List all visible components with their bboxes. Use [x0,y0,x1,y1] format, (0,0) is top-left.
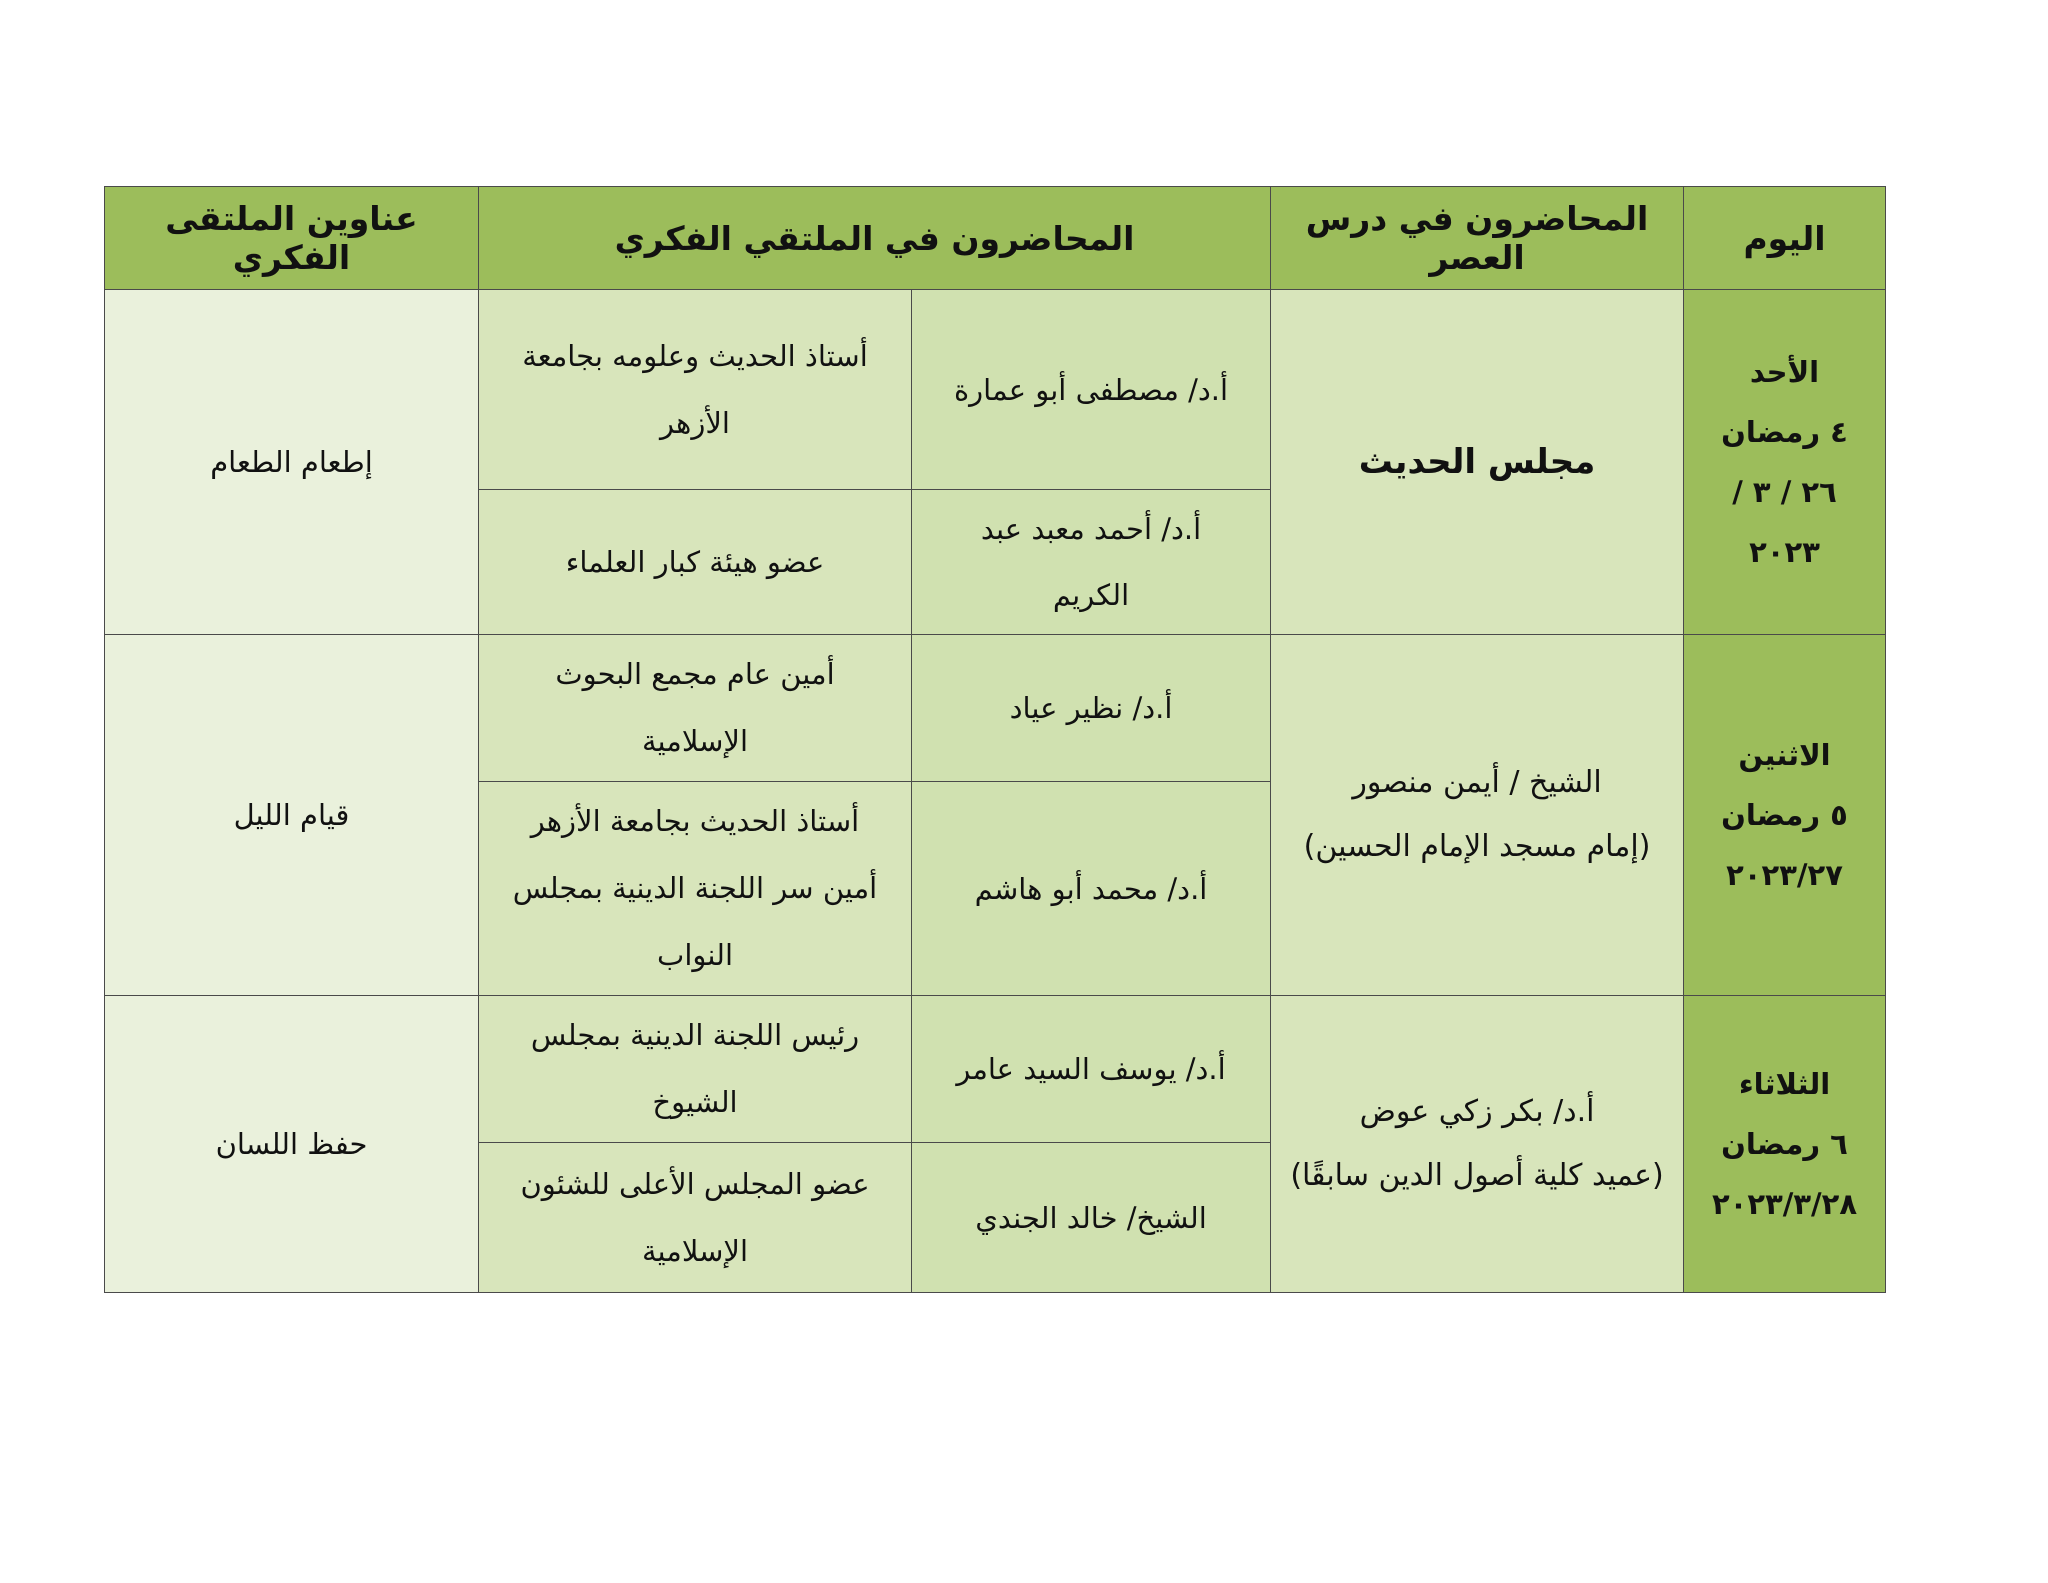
lecturer-description [479,1143,912,1293]
forum-title-cell: قيام الليل [105,635,479,996]
asr-lecturer-name: أ.د/ بكر زكي عوض [1359,1094,1595,1129]
lecturer-description [479,635,912,782]
gregorian-date: ٢٠٢٣/٢٧ [1726,858,1843,892]
header-row [105,187,1886,290]
header-day: اليوم [1684,187,1886,290]
lecturer-name: أ.د/ مصطفى أبو عمارة [912,290,1271,490]
forum-title-cell: حفظ اللسان [105,996,479,1293]
ramadan-day: ٥ رمضان [1721,798,1848,832]
name-line: الكريم [1052,578,1130,612]
day-name: الثلاثاء [1738,1067,1831,1101]
asr-lecture-cell [1271,996,1684,1293]
header-asr-lecturers: المحاضرون في درس العصر [1271,187,1684,290]
description-line: أستاذ الحديث وعلومه بجامعة [522,338,868,373]
description-line: الأزهر [660,405,730,440]
table-row [105,635,1886,782]
lecturer-description [479,996,912,1143]
asr-lecture-cell: مجلس الحديث [1271,290,1684,635]
lecturer-description [479,290,912,490]
day-cell-sunday [1684,290,1886,635]
day-cell-tuesday [1684,996,1886,1293]
description-line: أمين سر اللجنة الدينية بمجلس [512,871,878,905]
description-line: الشيوخ [652,1085,738,1119]
description-line: أمين عام مجمع البحوث [555,657,835,691]
lecturer-name: الشيخ/ خالد الجندي [912,1143,1271,1293]
description-line: رئيس اللجنة الدينية بمجلس [530,1018,860,1052]
description-line: عضو المجلس الأعلى للشئون [520,1166,870,1201]
lecturer-name [912,490,1271,635]
gregorian-date: ٢٦ / ٣ / ٢٠٢٣ [1732,475,1837,569]
lecturer-name: أ.د/ يوسف السيد عامر [912,996,1271,1143]
description-line: النواب [657,938,733,972]
header-forum-lecturers: المحاضرون في الملتقي الفكري [479,187,1271,290]
forum-title-cell: إطعام الطعام [105,290,479,635]
ramadan-day: ٤ رمضان [1721,415,1848,449]
gregorian-date: ٢٠٢٣/٣/٢٨ [1711,1187,1858,1221]
table-row [105,996,1886,1143]
lecturer-description: عضو هيئة كبار العلماء [479,490,912,635]
lecturer-description [479,782,912,996]
description-line: أستاذ الحديث بجامعة الأزهر [530,804,860,838]
ramadan-day: ٦ رمضان [1721,1127,1848,1161]
day-name: الأحد [1749,355,1820,389]
description-line: الإسلامية [641,1233,749,1268]
asr-lecturer-name: الشيخ / أيمن منصور [1352,765,1602,800]
day-cell-monday [1684,635,1886,996]
lecturer-name: أ.د/ محمد أبو هاشم [912,782,1271,996]
description-line: الإسلامية [641,724,749,758]
day-name: الاثنين [1738,738,1831,772]
lecturer-name: أ.د/ نظير عياد [912,635,1271,782]
name-line: أ.د/ أحمد معبد عبد [980,512,1202,546]
asr-lecture-cell [1271,635,1684,996]
asr-lecturer-role: (إمام مسجد الإمام الحسين) [1303,829,1651,864]
schedule-table [104,186,1886,1293]
table-row [105,290,1886,490]
header-forum-titles: عناوين الملتقى الفكري [105,187,479,290]
asr-lecturer-role: (عميد كلية أصول الدين سابقًا) [1290,1158,1664,1193]
